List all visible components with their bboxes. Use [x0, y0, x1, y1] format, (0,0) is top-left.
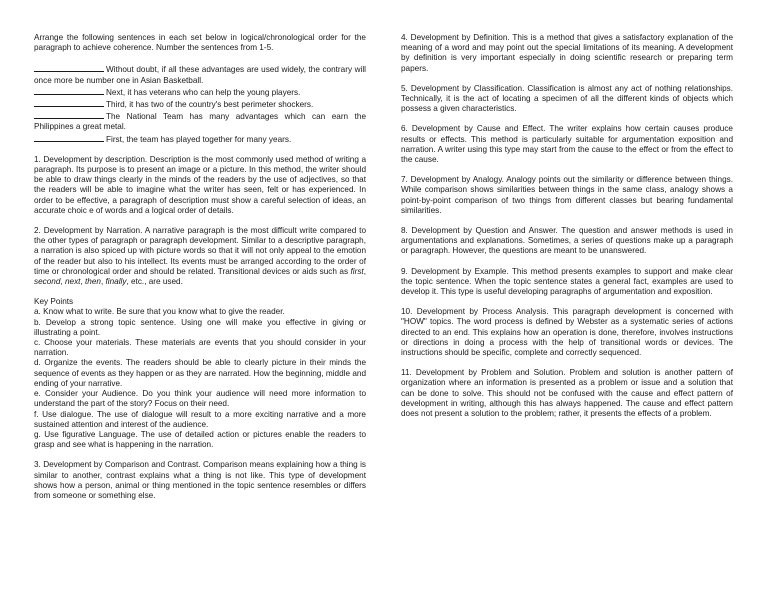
paragraph-narration: 2. Development by Narration. A narrative paragraph is the most difficult write compared to the other types of paragraph or paragraph development. Similar to a descriptive paragraph, a narration is also spiced up with picture words so that it will not only appeal to the emotion of the reader but also to his intellect. Its events must be arranged according to the order of time or chronological order and should be related. Transitional devices or aids such as first, second, next, then, finally, etc., are used.	[34, 226, 366, 287]
answer-blank[interactable]	[34, 98, 104, 107]
key-points-title: Key Points	[34, 297, 74, 307]
answer-blank[interactable]	[34, 110, 104, 119]
sentence-item: Next, it has veterans who can help the young players.	[34, 86, 366, 98]
key-point-item: e. Consider your Audience. Do you think your audience will need more information to understand the part of the story? Focus on their need.	[34, 389, 366, 409]
paragraph-classification: 5. Development by Classification. Classification is almost any act of nothing relationships. Technically, it is the act of locating a specimen of all the different kinds of objects which possess a given characteristics.	[401, 83, 733, 114]
right-column	[401, 33, 733, 419]
sentence-exercise	[34, 63, 366, 144]
sentence-item: The National Team has many advantages which can earn the Philippines a great metal.	[34, 112, 366, 132]
paragraph-problem-solution: 11. Development by Problem and Solution. Problem and solution is another pattern of organization where an information is presented as a problem or issue and a solution that can be done to solve. This should not be confused with the cause and effect pattern of development in writing, although this has always happened. The cause and effect pattern does not present a solution to the problem; rather, it presents the effects of a problem.	[401, 368, 733, 419]
key-point-item: c. Choose your materials. These materials are events that you should consider in your narration.	[34, 338, 366, 358]
paragraph-process-analysis: 10. Development by Process Analysis. This paragraph development is concerned with "HOW" topics. The word process is defined by Webster as a systematic series of actions directed to an end. This explains how an operation is done, therefore, involves instructions or directions in doing a process with the help of transitional words or devices. The instructions should be specific, complete and correctly sequenced.	[401, 307, 733, 358]
left-column	[34, 33, 366, 501]
paragraph-example: 9. Development by Example. This method presents examples to support and make clear the topic sentence. When the topic sentence states a general fact, examples are used to develop it. This type is useful developing paragraphs of argumentation and exposition.	[401, 266, 733, 297]
paragraph-cause-effect: 6. Development by Cause and Effect. The writer explains how certain causes produce results or effects. This method is particularly suitable for argumentation exposition and narration. A writer using this type may start from the cause to the effect or from the effect to the cause.	[401, 124, 733, 165]
key-point-item: f. Use dialogue. The use of dialogue will result to a more exciting narrative and a more sustained attention and interest of the audience.	[34, 409, 366, 429]
answer-blank[interactable]	[34, 63, 104, 72]
sentence-item: Third, it has two of the country's best perimeter shockers.	[34, 98, 366, 110]
key-point-item: b. Develop a strong topic sentence. Using one will make you effective in giving or illustrating a point.	[34, 317, 366, 337]
sentence-item: Without doubt, if all these advantages are used widely, the contrary will once more be number one in Asian Basketball.	[34, 65, 366, 85]
key-point-item: g. Use figurative Language. The use of detailed action or pictures enable the readers to grasp and see what is happening in the narration.	[34, 429, 366, 450]
paragraph-comparison-contrast: 3. Development by Comparison and Contrast. Comparison means explaining how a thing is similar to another, contrast explains what a thing is not like. This type of development shows how a person, animal or thing mentioned in the topic sentence resembles or differs from someone or something else.	[34, 460, 366, 500]
sentence-item: First, the team has played together for many years.	[34, 133, 366, 145]
exercise-instructions: Arrange the following sentences in each set below in logical/chronological order for the paragraph to achieve coherence. Number the sentences from 1-5.	[34, 33, 366, 53]
key-point-item: a. Know what to write. Be sure that you know what to give the reader.	[34, 307, 285, 317]
paragraph-definition: 4. Development by Definition. This is a method that gives a satisfactory explanation of the meaning of a word and may point out the special limitations of its meaning. A development by definition is very important especially in doing scientific research or preparing term papers.	[401, 33, 733, 73]
paragraph-analogy: 7. Development by Analogy. Analogy points out the similarity or difference between things. While comparison shows similarities between things in the same class, analogy shows a point-by-point comparison of two things from different classes but bearing fundamental similarities.	[401, 175, 733, 215]
answer-blank[interactable]	[34, 133, 104, 142]
key-points	[34, 297, 366, 450]
answer-blank[interactable]	[34, 86, 104, 95]
paragraph-description: 1. Development by description. Description is the most commonly used method of writing a paragraph. Its purpose is to present an image or a picture. In this method, the writer should be able to draw things clearly in the minds of the readers by the use of adjectives, so that the readers will be able to imagine what the writer has seen, felt or has experienced. In order to be effective, a paragraph of description must show a careful selection of ideas, an accurate choic e of words and a logical order of details.	[34, 154, 366, 215]
key-point-item: d. Organize the events. The readers should be able to clearly picture in their minds the sequence of events as they happen or as they are narrated. How the beginning, middle and ending of your narrative.	[34, 358, 366, 388]
paragraph-question-answer: 8. Development by Question and Answer. The question and answer methods is used in argumentations and explanations. Sometimes, a series of questions make up a paragraph or paragraph. However, the questions are meant to be unanswered.	[401, 226, 733, 256]
